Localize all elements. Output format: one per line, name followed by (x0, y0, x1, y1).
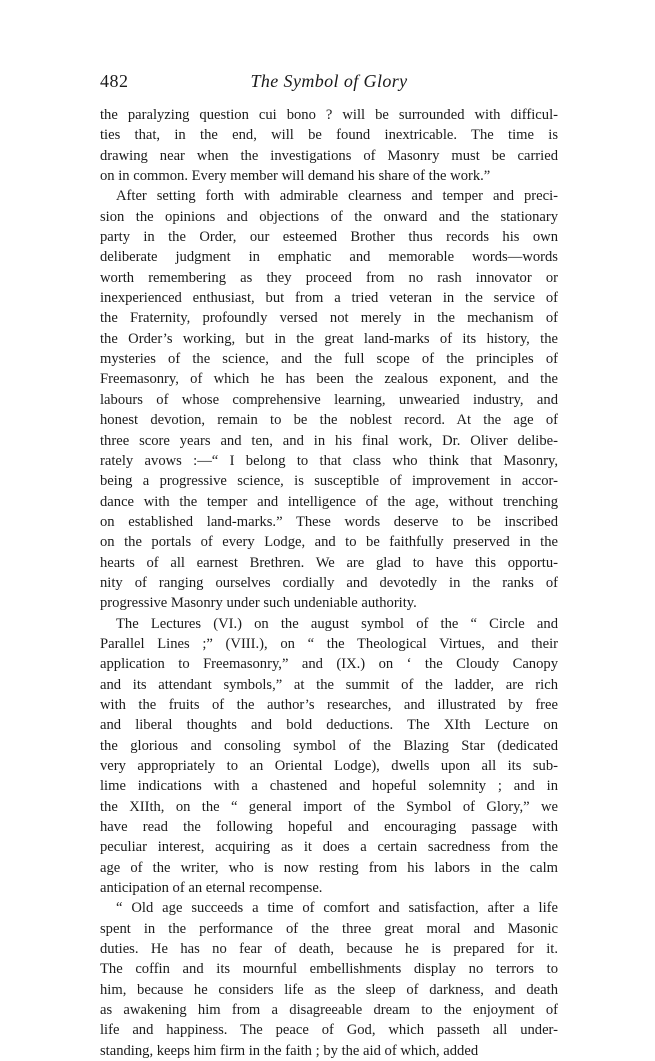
page-header (100, 70, 558, 96)
text-line: hearts of all earnest Brethren. We are glad to have this opportu- (100, 554, 558, 571)
text-line: peculiar interest, acquiring as it does a certain sacredness from the (100, 839, 558, 856)
text-line: mysteries of the science, and the full scope of the principles of (100, 351, 558, 368)
text-line: party in the Order, our esteemed Brother thus records his own (100, 229, 558, 246)
text-line: him, because he considers life as the sleep of darkness, and death (100, 981, 558, 998)
text-line: on in common. Every member will demand his share of the work.” (100, 168, 491, 185)
text-line: inexperienced enthusiast, but from a tried veteran in the service of (100, 290, 558, 307)
paragraph (100, 614, 558, 899)
text-line: nity of ranging ourselves cordially and devotedly in the ranks of (100, 574, 558, 591)
text-line: application to Freemasonry,” and (IX.) on ‘ the Cloudy Canopy (100, 656, 558, 673)
running-title: The Symbol of Glory (250, 71, 408, 91)
text-line: have read the following hopeful and encouraging passage with (100, 819, 558, 836)
text-line: Parallel Lines ;” (VIII.), on “ the Theological Virtues, and their (100, 635, 558, 652)
text-line: life and happiness. The peace of God, which passeth all under- (100, 1022, 558, 1039)
text-line: duties. He has no fear of death, because he is prepared for it. (100, 941, 558, 958)
text-line: with the fruits of the author’s researches, and illustrated by free (100, 696, 558, 713)
text-line: spent in the performance of the three great moral and Masonic (100, 920, 558, 937)
text-line: The coffin and its mournful embellishments display no terrors to (100, 961, 558, 978)
text-line: anticipation of an eternal recompense. (100, 880, 323, 897)
text-line: worth remembering as they proceed from no rash innovator or (100, 269, 558, 286)
text-line: the paralyzing question cui bono ? will be surrounded with difficul- (100, 107, 558, 123)
text-line: deliberate judgment in emphatic and memorable words—words (100, 249, 558, 266)
text-line: lime indications with a chastened and hopeful solemnity ; and in (100, 778, 558, 795)
text-line: and liberal thoughts and bold deductions. The XIth Lecture on (100, 717, 558, 734)
text-line: drawing near when the investigations of Masonry must be carried (100, 147, 558, 164)
text-line: on established land-marks.” These words deserve to be inscribed (100, 513, 558, 530)
text-line: After setting forth with admirable clearness and temper and preci- (116, 188, 558, 205)
text-line: the Fraternity, profoundly versed not merely in the mechanism of (100, 310, 558, 327)
text-line: sion the opinions and objections of the onward and the stationary (100, 208, 558, 225)
text-line: as awakening him from a disagreeable dream to the enjoyment of (100, 1002, 558, 1019)
text-line: progressive Masonry under such undeniable authority. (100, 595, 417, 612)
text-line: age of the writer, who is now resting from his labors in the calm (100, 859, 558, 876)
paragraph (100, 898, 558, 1061)
text-line: being a progressive science, is susceptible of improvement in accor- (100, 473, 558, 490)
text-line: labours of whose comprehensive learning, unwearied industry, and (100, 391, 558, 408)
text-line: “ Old age succeeds a time of comfort and satisfaction, after a life (116, 900, 558, 917)
paragraph (100, 186, 558, 613)
paragraph (100, 105, 558, 186)
page-number: 482 (100, 71, 129, 91)
book-page (100, 70, 558, 1061)
text-line: on the portals of every Lodge, and to be faithfully preserved in the (100, 534, 558, 551)
text-line: and its attendant symbols,” at the summit of the ladder, are rich (100, 676, 558, 693)
text-line: Freemasonry, of which he has been the zealous exponent, and the (100, 371, 558, 388)
text-line: the glorious and consoling symbol of the Blazing Star (dedicated (100, 737, 558, 754)
text-line: three score years and ten, and in his final work, Dr. Oliver delibe- (100, 432, 558, 449)
text-line: The Lectures (VI.) on the august symbol of the “ Circle and (116, 615, 558, 632)
text-line: the Order’s working, but in the great land-marks of its history, the (100, 330, 558, 347)
body-text (100, 105, 558, 1061)
text-line: standing, keeps him firm in the faith ; by the aid of which, added (100, 1042, 479, 1059)
text-line: dance with the temper and intelligence of the age, without trenching (100, 493, 558, 510)
text-line: rately avows :—“ I belong to that class who think that Masonry, (100, 452, 558, 469)
text-line: honest devotion, remain to be the noblest record. At the age of (100, 412, 558, 429)
text-line: very appropriately to an Oriental Lodge), dwells upon all its sub- (100, 758, 558, 774)
text-line: ties that, in the end, will be found inextricable. The time is (100, 127, 558, 144)
text-line: the XIIth, on the “ general import of the Symbol of Glory,” we (100, 798, 558, 815)
